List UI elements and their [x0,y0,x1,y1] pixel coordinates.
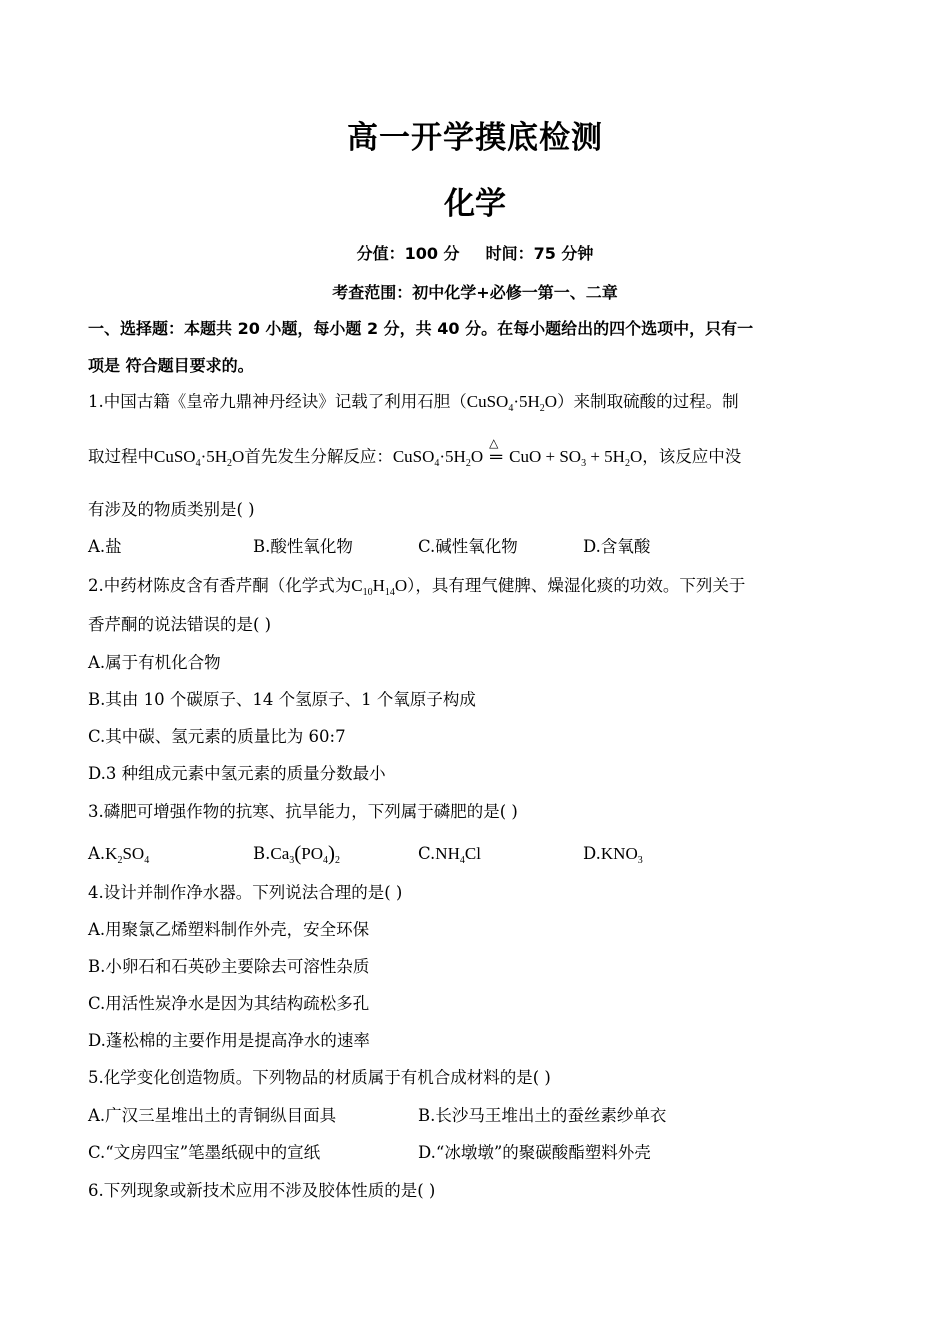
q2-stem-line-1: 2.中药材陈皮含有香芹酮（化学式为$C_{10}H_{14}O$），具有理气健脾、燥湿化痰的功效。下列关于 [88,576,746,598]
q3-options [88,841,868,866]
q1-option-c[interactable]: C.碱性氧化物 [418,537,518,556]
score-label: 分值：100 分 [356,244,460,263]
time-label: 时间：75 分钟 [485,244,594,263]
q2-option-b[interactable]: B.其由 10 个碳原子、14 个氢原子、1 个氧原子构成 [88,690,476,709]
subject-title: 化学 [444,186,506,222]
q1-option-b[interactable]: B.酸性氧化物 [253,537,353,556]
q2-stem-line-2: 香芹酮的说法错误的是( ) [88,615,272,634]
q3-stem: 3.磷肥可增强作物的抗寒、抗旱能力，下列属于磷肥的是( ) [88,802,518,821]
formula-c10h14o: $C_{10}H_{14}O$ [351,576,408,598]
q1-option-d[interactable]: D.含氧酸 [583,537,651,556]
q3-option-b[interactable]: $B.Ca_3(PO_4)_2$ [253,841,340,866]
section-heading-line-2: 项是 符合题目要求的。 [88,356,254,375]
q5-options-row-2 [88,1141,868,1165]
q1-stem-line-1: 1.中国古籍《皇帝九鼎神丹经诀》记载了利用石胆$(CuSO_4\cdot 5H_2O)$来制取硫酸的过程。制 [88,392,739,414]
q5-option-c[interactable]: C.“文房四宝”笔墨纸砚中的宣纸 [88,1143,321,1162]
q1-options [88,535,868,559]
reaction-equation: $CuSO_4\cdot 5H_2O$ △ ═ CuO + $SO_3 + 5H_2O$ [392,436,643,469]
page-title: 高一开学摸底检测 [347,120,603,156]
q1-stem-line-2: 取过程中$CuSO_4\cdot 5H_2O$首先发生分解反应：$CuSO_4\cdot 5H_2O$ △ ═ CuO + $SO_3 + 5H_2O$，该反应中没 [88,436,742,469]
q5-stem: 5.化学变化创造物质。下列物品的材质属于有机合成材料的是( ) [88,1068,551,1087]
section-heading [88,310,863,384]
formula-cuso4-5h2o: $CuSO_4\cdot 5H_2O$ [154,447,245,469]
exam-meta [0,241,950,264]
section-heading-line-1: 一、选择题：本题共 20 小题，每小题 2 分，共 40 分。在每小题给出的四个选项中，只有一 [88,319,754,338]
q3-option-c[interactable]: $C.NH_4Cl$ [418,844,481,866]
q4-option-d[interactable]: D.蓬松棉的主要作用是提高净水的速率 [88,1031,370,1050]
exam-scope: 考查范围：初中化学+必修一第一、二章 [332,283,618,302]
q2-option-c[interactable]: C.其中碳、氢元素的质量比为 60:7 [88,727,346,746]
q3-option-d[interactable]: $D.KNO_3$ [583,844,643,866]
q1-stem-line-3: 有涉及的物质类别是( ) [88,500,255,519]
q6-stem: 6.下列现象或新技术应用不涉及胶体性质的是( ) [88,1181,436,1200]
q3-option-a[interactable]: $A.K_2SO_4$ [88,844,150,866]
q4-option-b[interactable]: B.小卵石和石英砂主要除去可溶性杂质 [88,957,370,976]
q4-stem: 4.设计并制作净水器。下列说法合理的是( ) [88,883,403,902]
q2-option-d[interactable]: D.3 种组成元素中氢元素的质量分数最小 [88,764,386,783]
q5-option-b[interactable]: B.长沙马王堆出土的蚕丝素纱单衣 [418,1106,667,1125]
heat-arrow-icon: △ ═ [489,436,503,466]
q4-option-a[interactable]: A.用聚氯乙烯塑料制作外壳，安全环保 [88,920,370,939]
q5-option-a[interactable]: A.广汉三星堆出土的青铜纵目面具 [88,1106,337,1125]
q5-options-row-1 [88,1104,868,1128]
formula-cuso4-5h2o: $CuSO_4\cdot 5H_2O$ [466,392,558,414]
q2-option-a[interactable]: A.属于有机化合物 [88,653,221,672]
q4-option-c[interactable]: C.用活性炭净水是因为其结构疏松多孔 [88,994,370,1013]
q5-option-d[interactable]: D.“冰墩墩”的聚碳酸酯塑料外壳 [418,1143,651,1162]
q1-option-a[interactable]: A.盐 [88,537,122,556]
